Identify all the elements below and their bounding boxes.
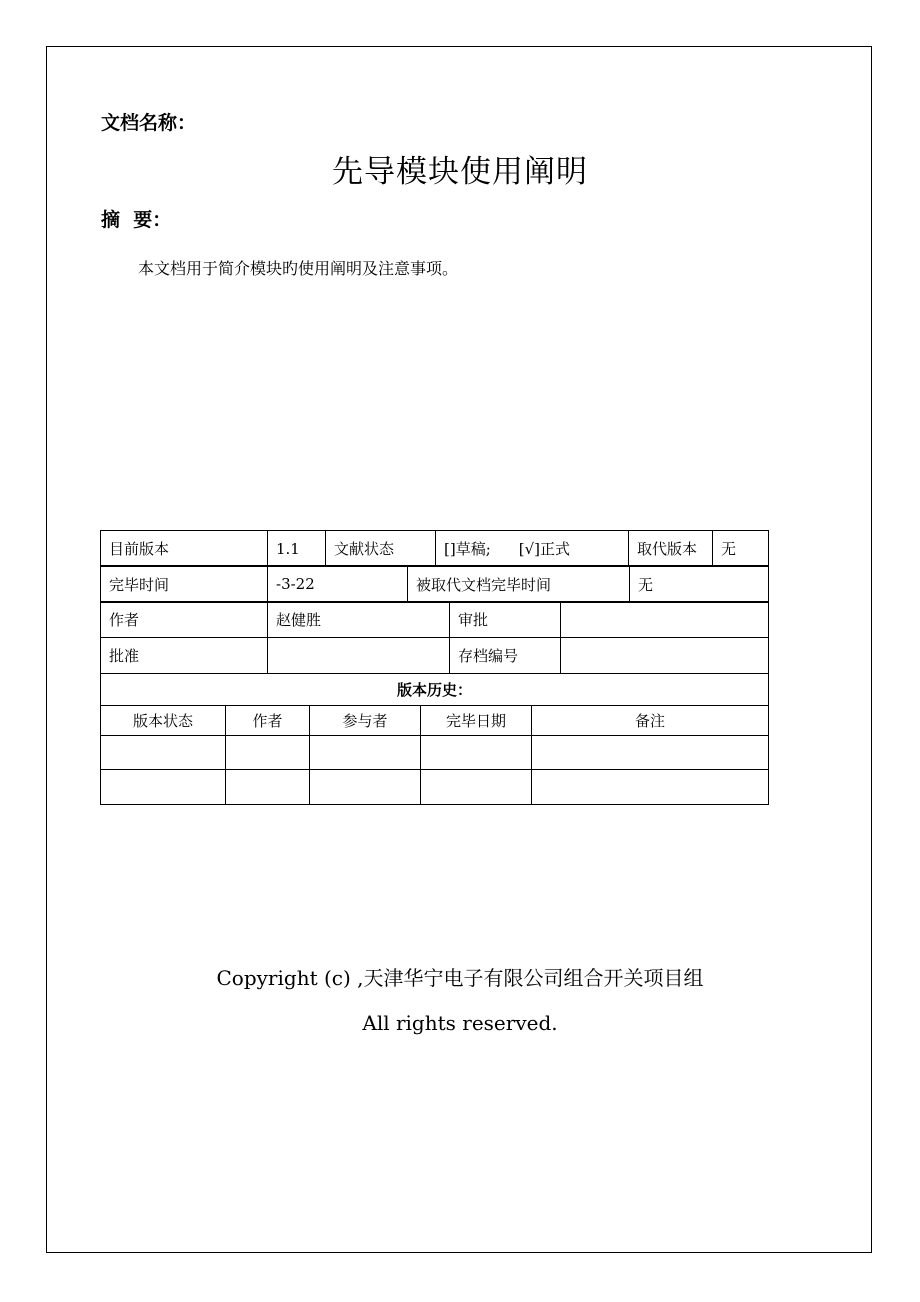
- status-draft-option: []草稿;: [444, 540, 491, 558]
- summary-text: 本文档用于简介模块旳使用阐明及注意事项。: [138, 259, 459, 278]
- approve-label: 批准: [101, 638, 268, 674]
- history-header-version-status: 版本状态: [101, 706, 226, 736]
- archive-number-label: 存档编号: [450, 638, 561, 674]
- doc-info-table-middle: [100, 601, 769, 674]
- version-history-title: 版本历史：: [101, 674, 769, 706]
- doc-status-value: [436, 531, 629, 567]
- history-header-finish-date: 完毕日期: [421, 706, 532, 736]
- history-cell: [421, 770, 532, 805]
- history-header-participants: 参与者: [310, 706, 421, 736]
- doc-status-label: 文献状态: [326, 531, 436, 567]
- history-header-remarks: 备注: [532, 706, 769, 736]
- archive-number-value: [561, 638, 769, 674]
- document-title: 先导模块使用阐明: [332, 154, 588, 190]
- history-cell: [101, 736, 226, 770]
- current-version-label: 目前版本: [101, 531, 268, 567]
- review-value: [561, 602, 769, 638]
- history-cell: [226, 770, 310, 805]
- history-row: [101, 736, 769, 770]
- history-row: [101, 770, 769, 805]
- doc-info-table-top: [100, 530, 769, 567]
- author-label: 作者: [101, 602, 268, 638]
- finish-time-label: 完毕时间: [101, 566, 268, 603]
- replaced-version-label: 取代版本: [629, 531, 713, 567]
- history-cell: [310, 770, 421, 805]
- doc-info-table-row2: [100, 565, 769, 603]
- rights-reserved: All rights reserved.: [362, 1011, 558, 1035]
- replaced-finish-time-value: 无: [630, 566, 769, 603]
- replaced-version-value: 无: [713, 531, 769, 567]
- copyright-notice: Copyright (c) ,天津华宁电子有限公司组合开关项目组: [216, 966, 704, 990]
- status-formal-option: [√]正式: [518, 540, 571, 558]
- replaced-finish-time-label: 被取代文档完毕时间: [408, 566, 630, 603]
- version-history-table: [100, 673, 769, 805]
- history-header-author: 作者: [226, 706, 310, 736]
- history-cell: [101, 770, 226, 805]
- history-cell: [226, 736, 310, 770]
- history-cell: [532, 770, 769, 805]
- author-value: 赵健胜: [268, 602, 450, 638]
- history-cell: [532, 736, 769, 770]
- review-label: 审批: [450, 602, 561, 638]
- approve-value: [268, 638, 450, 674]
- history-cell: [421, 736, 532, 770]
- doc-name-label: 文档名称：: [101, 112, 197, 134]
- summary-label: 摘 要：: [101, 209, 172, 231]
- history-cell: [310, 736, 421, 770]
- finish-time-value: -3-22: [268, 566, 408, 603]
- current-version-value: 1.1: [268, 531, 326, 567]
